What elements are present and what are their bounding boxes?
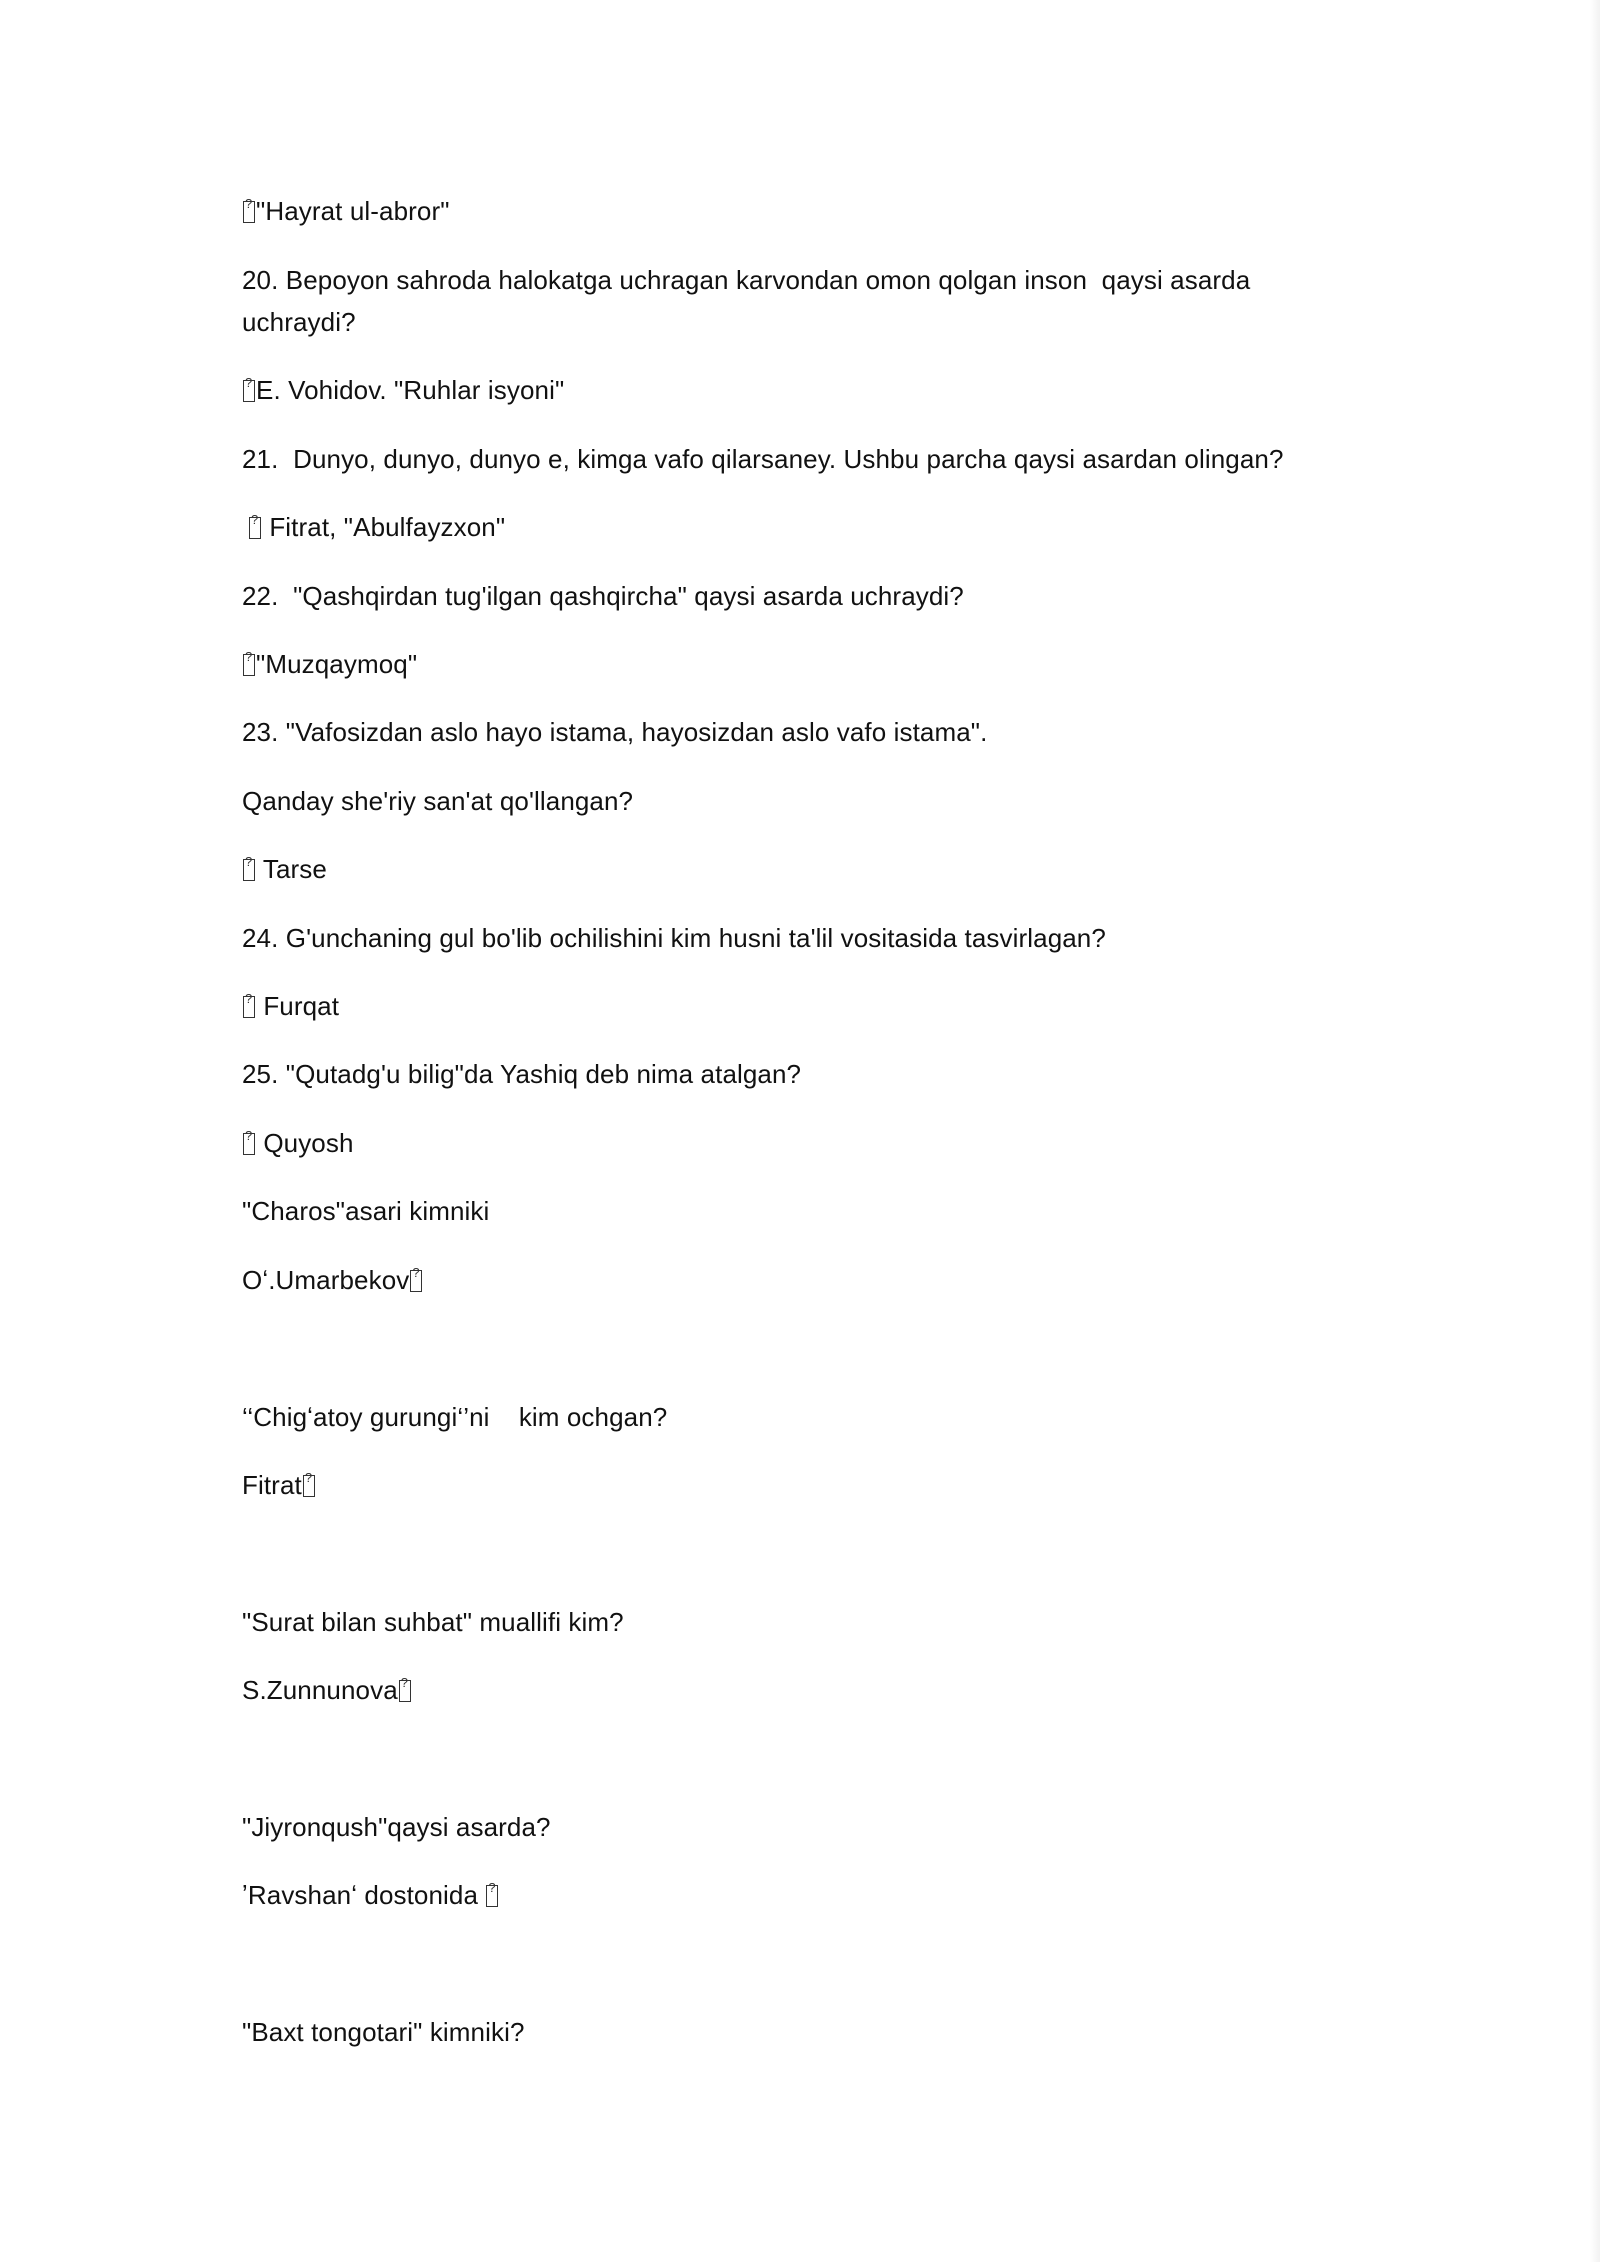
question-line: [242, 575, 1382, 617]
missing-glyph-icon: [486, 1885, 498, 1907]
missing-glyph-icon: [303, 1475, 315, 1497]
question-line: [242, 1396, 1382, 1438]
line-text: ʼRavshanʻ dostonida: [242, 1880, 486, 1910]
answer-line: [242, 1464, 1382, 1506]
answer-line: [242, 1874, 1382, 1916]
line-text: 20. Bepoyon sahroda halokatga uchragan karvondan omon qolgan inson qaysi asarda uchraydi?: [242, 265, 1251, 337]
missing-glyph-icon: [243, 859, 255, 881]
line-text: Oʻ.Umarbekov: [242, 1265, 410, 1295]
line-text: 21. Dunyo, dunyo, dunyo e, kimga vafo qilarsaney. Ushbu parcha qaysi asardan olingan?: [242, 444, 1284, 474]
line-text: Quyosh: [256, 1128, 354, 1158]
line-text: Tarse: [256, 854, 327, 884]
question-line: [242, 711, 1382, 753]
answer-line: [242, 1122, 1382, 1164]
question-line: [242, 1190, 1382, 1232]
question-line: [242, 1806, 1382, 1848]
line-text: 25. "Qutadg'u bilig"da Yashiq deb nima atalgan?: [242, 1059, 802, 1089]
question-line: [242, 2011, 1382, 2053]
line-text: S.Zunnunova: [242, 1675, 398, 1705]
line-text: "Baxt tongotari" kimniki?: [242, 2017, 525, 2047]
answer-line: [242, 643, 1382, 685]
line-text: ‘‘Chigʻatoy gurungi‘’ni kim ochgan?: [242, 1402, 668, 1432]
answer-line: [242, 985, 1382, 1027]
missing-glyph-icon: [243, 201, 255, 223]
line-text: "Jiyronqush"qaysi asarda?: [242, 1812, 551, 1842]
missing-glyph-icon: [399, 1680, 411, 1702]
line-text: 23. "Vafosizdan aslo hayo istama, hayosizdan aslo vafo istama".: [242, 717, 988, 747]
question-line: [242, 438, 1382, 480]
line-text: "Muzqaymoq": [256, 649, 418, 679]
page-edge-shadow: [1590, 0, 1600, 2262]
line-text: Fitrat: [242, 1470, 302, 1500]
line-text: "Hayrat ul-abror": [256, 196, 450, 226]
answer-line: [242, 848, 1382, 890]
missing-glyph-icon: [243, 996, 255, 1018]
missing-glyph-icon: [249, 517, 261, 539]
line-text: E. Vohidov. "Ruhlar isyoni": [256, 375, 565, 405]
line-text: Fitrat, "Abulfayzxon": [262, 512, 506, 542]
missing-glyph-icon: [243, 380, 255, 402]
question-line: [242, 1601, 1382, 1643]
answer-line: [242, 190, 1382, 232]
question-line: [242, 259, 1382, 343]
question-line: [242, 780, 1382, 822]
answer-line: [248, 506, 1388, 548]
question-line: [242, 917, 1382, 959]
missing-glyph-icon: [410, 1270, 422, 1292]
line-text: 22. "Qashqirdan tug'ilgan qashqircha" qaysi asarda uchraydi?: [242, 581, 964, 611]
line-text: "Charos"asari kimniki: [242, 1196, 490, 1226]
missing-glyph-icon: [243, 1133, 255, 1155]
answer-line: [242, 1669, 1382, 1711]
question-line: [242, 1053, 1382, 1095]
missing-glyph-icon: [243, 654, 255, 676]
line-text: Furqat: [256, 991, 340, 1021]
answer-line: [242, 369, 1382, 411]
answer-line: [242, 1259, 1382, 1301]
line-text: Qanday she'riy san'at qo'llangan?: [242, 786, 634, 816]
line-text: 24. G'unchaning gul bo'lib ochilishini kim husni ta'lil vositasida tasvirlagan?: [242, 923, 1106, 953]
line-text: "Surat bilan suhbat" muallifi kim?: [242, 1607, 624, 1637]
